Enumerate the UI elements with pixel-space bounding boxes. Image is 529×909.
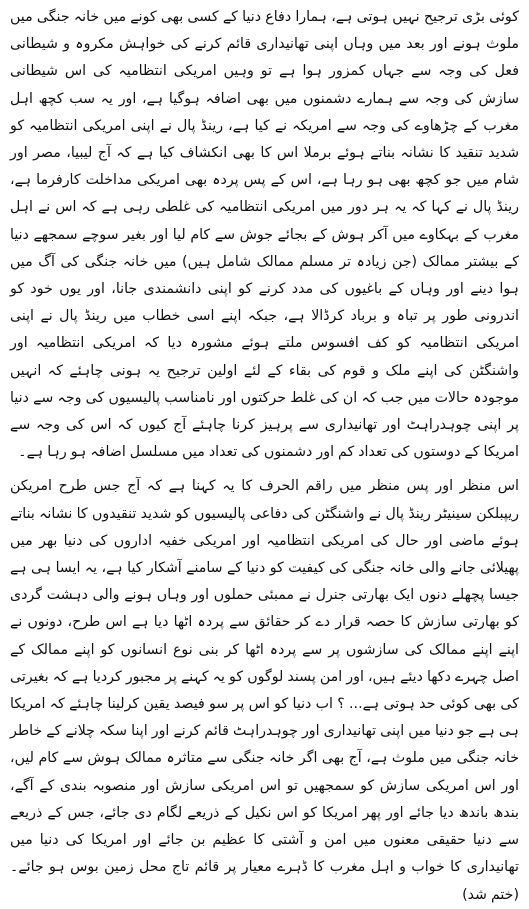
article-paragraph-2: اس منظر اور پس منظر میں راقم الحرف کا یہ کہنا ہے کہ آج جس طرح امریکن ریپبلکن سینیٹر رینڈ پال نے واشنگٹن کی دفاعی پالیسیوں کو شدید تنقیدوں کا نشانہ بناتے ہوئے ماضی اور حال کی امریکی انتظامیہ اور امریکی خفیہ اداروں کی دنیا بھر میں پھیلائی جانے والی خانہ جنگی کی کیفیت کو دنیا کے سامنے آشکار کیا ہے، یہ ایسا ہی ہے جیسا پچھلے دنوں ایک بھارتی جنرل نے ممبئی حملوں اور وہاں ہونے والی دہشت گردی کو بھارتی سازش کا حصہ قرار دے کر حقائق سے پردہ اٹھا دیا ہے اس طرح، دونوں نے اپنے اپنے ممالک کی سازشوں پر سے پردہ اٹھا کر بنی نوع انسانوں کو اپنے ممالک کے اصل چہرے دکھا دیئے ہیں، اور امن پسند لوگوں کو یہ کہنے پر مجبور کردیا ہے کہ بغیرتی کی بھی کوئی حد ہوتی ہے... ؟ اب دنیا کو اس پر سو فیصد یقین کرلینا چاہئے کہ امریکا ہی ہے جو دنیا میں اپنی تھانیداری اور چوہدراہٹ قائم کرنے اور اپنا سکہ چلانے کے خاطر خانہ جنگی میں ملوث ہے، آج بھی اگر خانہ جنگی سے متاثرہ ممالک ہوش سے کام لیں، اور اس امریکی سازش کو سمجھیں تو اس امریکی سازش اور منصوبہ بندی کے آگے، بندھ باندھ دیا جائے اور پھر امریکا کو اس نکیل کے ذریعے لگام دی جائے، جس کے ذریعے سے دنیا حقیقی معنوں میں امن و آشتی کا عظیم بن جائے اور امریکا کی دنیا میں تھانیداری کا خواب و اہل مغرب کا ڈہرے معیار پر قائم تاج محل زمین بوس ہو جائے۔ (ختم شد): [10, 478, 519, 903]
article-paragraph-1: کوئی بڑی ترجیح نہیں ہوتی ہے، ہمارا دفاع دنیا کے کسی بھی کونے میں خانہ جنگی میں ملوث ہونے اور بعد میں وہاں اپنی تھانیداری قائم کرنے کی خواہش مکروہ و شیطانی فعل کی وجہ سے جہاں کمزور ہوا ہے تو وہیں امریکی انتظامیہ کی اس شیطانی سازش کی وجہ سے ہمارے دشمنوں میں بھی اضافہ ہوگیا ہے، اور یہ سب کچھ اہل مغرب کے چڑھاوے کی وجہ سے امریکہ نے کیا ہے، رینڈ پال نے اپنی امریکی انتظامیہ کو شدید تنقید کا نشانہ بناتے ہوئے برملا اس کا بھی انکشاف کیا ہے کہ آج لیبیا، مصر اور شام میں جو کچھ بھی ہو رہا ہے، اس کے پس پردہ بھی امریکی مداخلت کارفرما ہے، رینڈ پال نے کہا کہ یہ ہر دور میں امریکی انتظامیہ کی غلطی رہی ہے کہ اس نے اہل مغرب کے بہکاوے میں آکر ہوش کے بجائے جوش سے کام لیا اور بغیر سوچے سمجھے دنیا کے بیشتر ممالک (جن زیادہ تر مسلم ممالک شامل ہیں) میں خانہ جنگی کی آگ میں ہوا دینے اور وہاں کے باغیوں کی مدد کرنے کو اپنی دانشمندی جانا، اور یوں خود کو اندرونی طور پر تباہ و برباد کرڈالا ہے، جبکہ اپنے اسی خطاب میں رینڈ پال نے اپنی امریکی انتظامیہ کو کف افسوس ملتے ہوئے مشورہ دیا کہ امریکی انتظامیہ اور واشنگٹن کی اپنے ملک و قوم کی بقاء کے لئے اولین ترجیح یہ ہونی چاہئے کہ انہیں موجودہ حالات میں جب کہ ان کی غلط حرکتوں اور نامناسب پالیسیوں کی وجہ سے دنیا پر اپنی چوہدراہٹ اور تھانیداری سے پرہیز کرنا چاہئے آج کیوں کہ اس کی وجہ سے امریکا کے دوستوں کی تعداد کم اور دشمنوں کی تعداد میں مسلسل اضافہ ہو رہا ہے۔: [10, 9, 519, 461]
